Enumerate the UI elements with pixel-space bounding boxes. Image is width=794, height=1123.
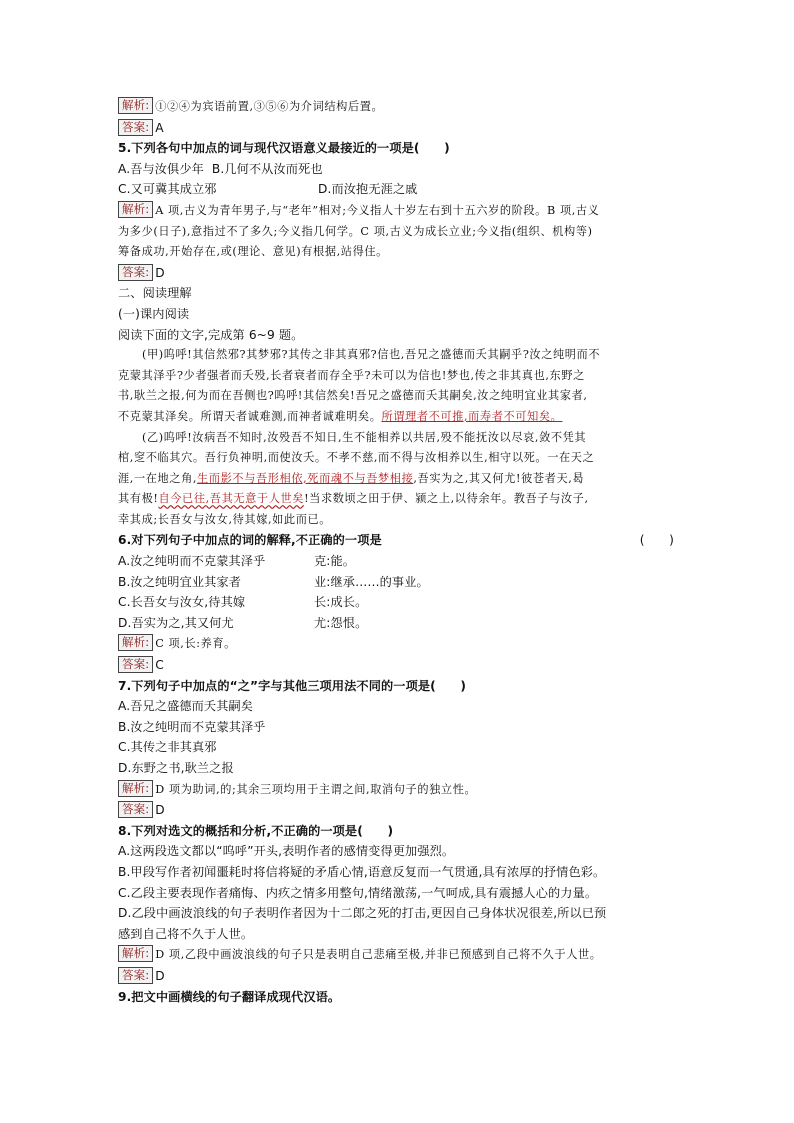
q8-option: B.甲段写作者初闻噩耗时将信将疑的矛盾心情,语意反复而一气贯通,具有浓厚的抒情色彩。 — [118, 864, 606, 879]
q8-option-cont: 感到自己将不久于人世。 — [118, 926, 254, 941]
section-subtitle: (一)课内阅读 — [118, 306, 190, 321]
q4-answer: 答案: A — [118, 118, 678, 139]
q6-answer: 答案: C — [118, 655, 678, 676]
document-page — [118, 96, 678, 1007]
q5-analysis: 解析: A 项,古义为青年男子,与“老年”相对;今义指人十岁左右到十五六岁的阶段。B 项,古义 — [118, 200, 678, 222]
q8-option: C.乙段主要表现作者痛悔、内疚之情多用整句,情绪激荡,一气呵成,具有震撼人心的力量。 — [118, 885, 598, 900]
analysis-tag: 解析: — [118, 201, 153, 218]
q7-analysis: 解析: D 项为助词,的;其余三项均用于主谓之间,取消句子的独立性。 — [118, 779, 678, 801]
answer-tag: 答案: — [118, 119, 153, 136]
analysis-tag: 解析: — [118, 945, 153, 962]
q5-analysis-cont: 为多少(日子),意指过不了多久;今义指几何学。C 项,古义为成长立业;今义指(组织、机构等) — [118, 224, 593, 238]
q9-stem: 9.把文中画横线的句子翻译成现代汉语。 — [118, 989, 341, 1004]
passage-jia-line: 克蒙其泽乎?少者强者而夭殁,长者衰者而存全乎?未可以为信也!梦也,传之非其真也,东野之 — [118, 368, 585, 382]
answer-tag: 答案: — [118, 656, 153, 673]
q8-answer: 答案: D — [118, 966, 678, 987]
passage-yi-line: 棺,窆不临其穴。吾行负神明,而使汝夭。不孝不慈,而不得与汝相养以生,相守以死。一在天之 — [118, 451, 595, 465]
passage-yi-line: 其有极!自今已往,吾其无意于人世矣!当求数顷之田于伊、颍之上,以待余年。教吾子与汝子, — [118, 492, 589, 506]
q7-option: C.其传之非其真邪 — [118, 740, 217, 755]
answer-tag: 答案: — [118, 967, 153, 984]
q8-analysis: 解析: D 项,乙段中画波浪线的句子只是表明自己悲痛至极,并非已预感到自己将不久于人世。 — [118, 944, 678, 966]
q5-stem: 5.下列各句中加点的词与现代汉语意义最接近的一项是( ) — [118, 141, 450, 156]
q6-option: A.汝之纯明而不克蒙其泽乎 克:能。 — [118, 554, 356, 569]
q4-analysis: 解析: ①②④为宾语前置,③⑤⑥为介词结构后置。 — [118, 96, 678, 118]
q5-analysis-cont: 筹备成功,开始存在,或(理论、意见)有根据,站得住。 — [118, 245, 388, 259]
analysis-tag: 解析: — [118, 634, 153, 651]
underlined-sentence: 所谓理者不可推,而寿者不可知矣。 — [381, 409, 563, 423]
q7-answer: 答案: D — [118, 800, 678, 821]
q5-answer: 答案: D — [118, 263, 678, 284]
section-intro: 阅读下面的文字,完成第 6~9 题。 — [118, 327, 304, 342]
section-title: 二、阅读理解 — [118, 286, 192, 301]
answer-tag: 答案: — [118, 801, 153, 818]
analysis-tag: 解析: — [118, 780, 153, 797]
wavy-underlined-sentence: 自今已往,吾其无意于人世矣 — [158, 492, 305, 506]
q8-stem: 8.下列对选文的概括和分析,不正确的一项是( ) — [118, 823, 394, 838]
q7-option: B.汝之纯明而不克蒙其泽乎 — [118, 719, 266, 734]
passage-jia-line: 书,耿兰之报,何为而在吾侧也?呜呼!其信然矣!吾兄之盛德而夭其嗣矣,汝之纯明宜业其家者, — [118, 389, 588, 403]
q8-option: D.乙段中画波浪线的句子表明作者因为十二郎之死的打击,更因自己身体状况很差,所以已预 — [118, 906, 607, 921]
passage-jia-line: (甲)呜呼!其信然邪?其梦邪?其传之非其真邪?信也,吾兄之盛德而夭其嗣乎?汝之纯明而不 — [142, 348, 601, 362]
passage-jia-line: 不克蒙其泽矣。所谓天者诚难测,而神者诚难明矣。所谓理者不可推,而寿者不可知矣。 — [118, 409, 563, 423]
passage-yi-line: 涯,一在地之角,生而影不与吾形相依,死而魂不与吾梦相接,吾实为之,其又何尤!彼苍者天,曷 — [118, 471, 585, 485]
analysis-tag: 解析: — [118, 97, 153, 114]
passage-yi-line: 幸其成;长吾女与汝女,待其嫁,如此而已。 — [118, 512, 332, 526]
q6-analysis: 解析: C 项,长:养育。 — [118, 633, 678, 655]
underlined-sentence: 生而影不与吾形相依,死而魂不与吾梦相接 — [197, 471, 414, 485]
q6-option: C.长吾女与汝女,待其嫁 长:成长。 — [118, 595, 368, 610]
answer-tag: 答案: — [118, 264, 153, 281]
q6-option: B.汝之纯明宜业其家者 业:继承……的事业。 — [118, 574, 429, 589]
q5-options-cd: C.又可冀其成立邪 D.而汝抱无涯之戚 — [118, 182, 418, 197]
q7-option: D.东野之书,耿兰之报 — [118, 761, 234, 775]
q7-option: A.吾兄之盛德而夭其嗣矣 — [118, 699, 254, 714]
passage-yi-line: (乙)呜呼!汝病吾不知时,汝殁吾不知日,生不能相养以共居,殁不能抚汝以尽哀,敛不凭其 — [142, 430, 587, 444]
q6-option: D.吾实为之,其又何尤 尤:怨恨。 — [118, 615, 368, 630]
q8-option: A.这两段选文都以“呜呼”开头,表明作者的感情变得更加强烈。 — [118, 844, 455, 859]
q7-stem: 7.下列句子中加点的“之”字与其他三项用法不同的一项是( ) — [118, 678, 467, 693]
q5-options-ab: A.吾与汝俱少年 B.几何不从汝而死也 — [118, 161, 323, 176]
answer-bracket: ( ) — [639, 533, 674, 548]
q6-stem: 6.对下列句子中加点的词的解释,不正确的一项是 ( ) — [118, 530, 678, 551]
